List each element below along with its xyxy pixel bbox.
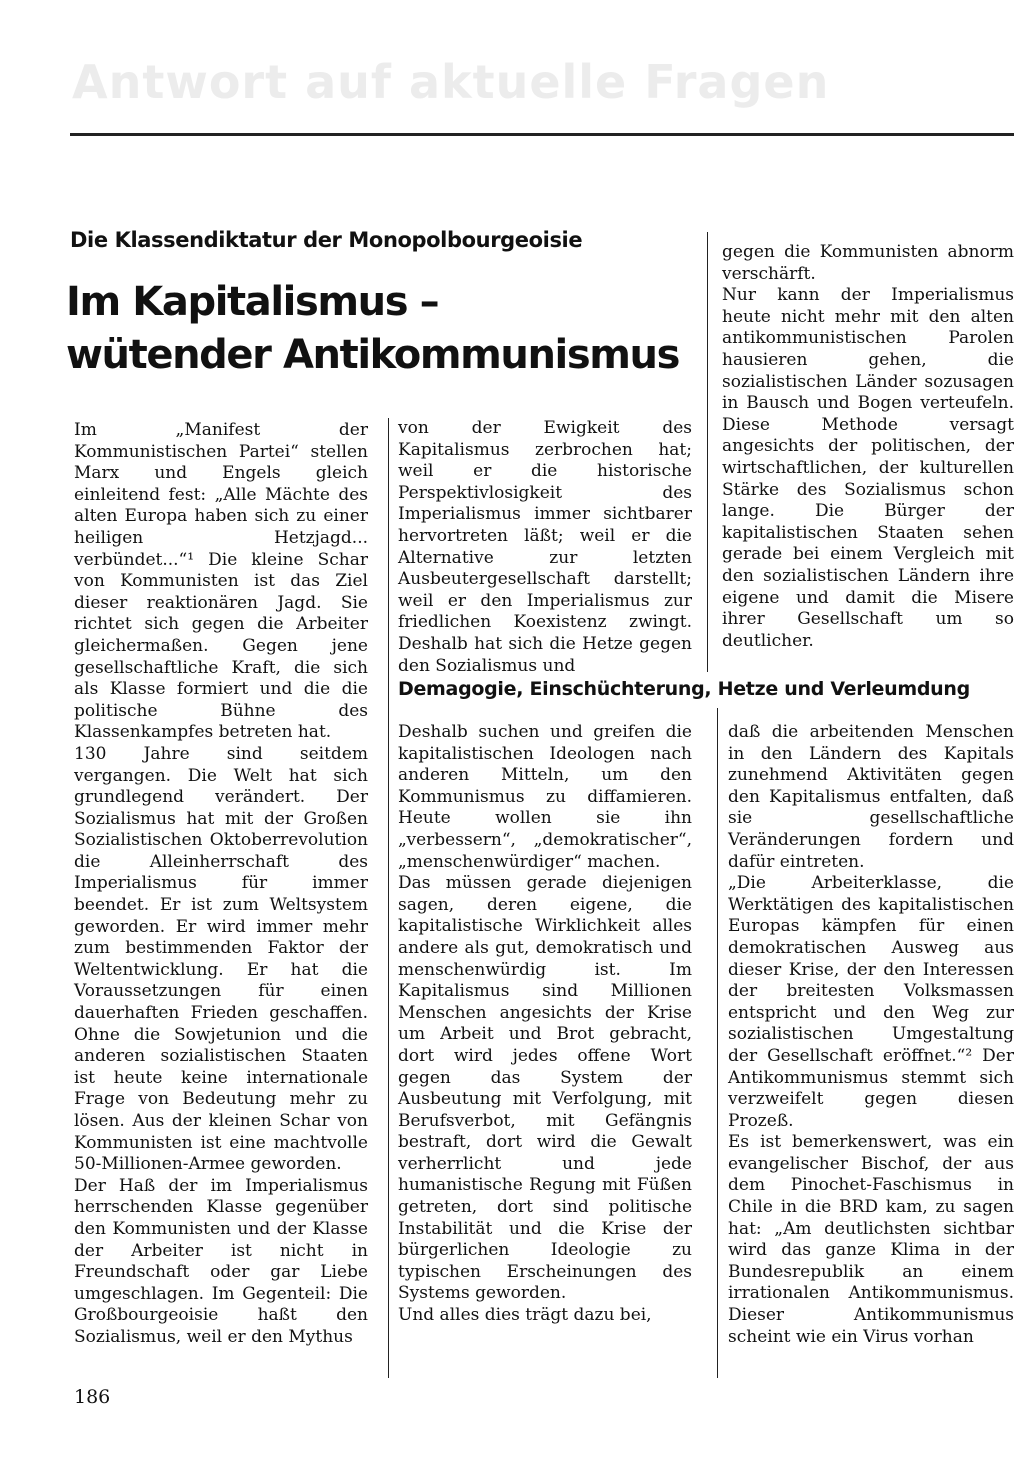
text-column-1: [74, 420, 368, 1349]
paragraph: „Die Arbeiterklasse, die Werktätigen des kapitalistischen Europas kämpfen für einen demokratischen Ausweg aus dieser Krise, der den Interessen der breitesten Volksmassen entspricht und den Weg zur sozialistischen Umgestaltung der Gesellschaft eröffnet.“² Der Antikommunismus stemmt sich verzweifelt gegen diesen Prozeß.: [728, 873, 1014, 1131]
column-divider: [717, 708, 718, 1378]
paragraph: gegen die Kommunisten abnorm verschärft.: [722, 242, 1014, 284]
paragraph: von der Ewigkeit des Kapitalismus zerbrochen hat; weil er die historische Perspektivlosigkeit des Imperialismus immer sichtbarer hervortreten läßt; weil er die Alternative zur letzten Ausbeutergesellschaft darstellt; weil er den Imperialismus zur friedlichen Koexistenz zwingt. Deshalb hat sich die Hetze gegen den Sozialismus und: [398, 418, 692, 676]
page-number: 186: [74, 1386, 111, 1408]
paragraph: Deshalb suchen und greifen die kapitalistischen Ideologen nach anderen Mitteln, um den Kommunismus zu diffamieren. Heute wollen sie ihn „verbessern“, „demokratischer“, „menschenwürdiger“ machen.: [398, 722, 692, 872]
paragraph: Das müssen gerade diejenigen sagen, deren eigene, die kapitalistische Wirklichkeit alles andere als gut, demokratisch und menschenwürdig ist. Im Kapitalismus sind Millionen Menschen angesichts der Krise um Arbeit und Brot gebracht, dort wird jedes offene Wort gegen das System der Ausbeutung mit Verfolgung, mit Berufsverbot, mit Gefängnis bestraft, dort wird die Gewalt verherrlicht und jede humanistische Regung mit Füßen getreten, dort sind politische Instabilität und die Krise der bürgerlichen Ideologie zu typischen Erscheinungen des Systems geworden.: [398, 873, 692, 1304]
text-column-5: [728, 722, 1014, 1348]
paragraph: Nur kann der Imperialismus heute nicht mehr mit den alten antikommunistischen Parolen hausieren gehen, die sozialistischen Länder sozusagen in Bausch und Bogen verteufeln. Diese Methode versagt angesichts der politischen, der wirtschaftlichen, der kulturellen Stärke des Sozialismus schon lange. Die Bürger der kapitalistischen Staaten sehen gerade bei einem Vergleich mit den sozialistischen Ländern ihre eigene und damit die Misere ihrer Gesellschaft um so deutlicher.: [722, 285, 1014, 651]
column-divider: [388, 418, 389, 1378]
paragraph: Es ist bemerkenswert, was ein evangelischer Bischof, der aus dem Pinochet-Faschismus in Chile in die BRD kam, zu sagen hat: „Am deutlichsten sichtbar wird das ganze Klima in der Bundesrepublik an einem irrationalen Antikommunismus. Dieser Antikommunismus scheint wie ein Virus vorhan: [728, 1132, 1014, 1347]
section-subhead: Demagogie, Einschüchterung, Hetze und Verleumdung: [398, 678, 970, 700]
paragraph: Und alles dies trägt dazu bei,: [398, 1305, 652, 1326]
paragraph: Im „Manifest der Kommunistischen Partei“ stellen Marx und Engels gleich einleitend fest: „Alle Mächte des alten Europa haben sich zu einer heiligen Hetzjagd... verbündet...“¹ Die kleine Schar von Kommunisten ist das Ziel dieser reaktionären Jagd. Sie richtet sich gegen die Arbeiter gleichermaßen. Gegen jene gesellschaftliche Kraft, die sich als Klasse formiert und die die politische Bühne des Klassenkampfes betreten hat.: [74, 420, 368, 743]
headline-line-1: Im Kapitalismus –: [66, 279, 439, 325]
text-column-2: [398, 418, 692, 677]
column-divider: [707, 232, 708, 672]
paragraph: daß die arbeitenden Menschen in den Ländern des Kapitals zunehmend Aktivitäten gegen den Kapitalismus entfalten, daß sie gesellschaftliche Veränderungen fordern und dafür eintreten.: [728, 722, 1014, 872]
text-column-4: [398, 722, 692, 1327]
paragraph: Der Haß der im Imperialismus herrschenden Klasse gegenüber den Kommunisten und der Klasse der Arbeiter ist nicht in Freundschaft oder gar Liebe umgeschlagen. Im Gegenteil: Die Großbourgeoisie haßt den Sozialismus, weil er den Mythus: [74, 1175, 368, 1347]
section-title: Antwort auf aktuelle Fragen: [72, 55, 830, 109]
article-kicker: Die Klassendiktatur der Monopolbourgeoisie: [70, 228, 583, 252]
text-column-3: [722, 242, 1014, 652]
article-headline: [66, 276, 679, 382]
header-rule: [70, 133, 1014, 136]
headline-line-2: wütender Antikommunismus: [66, 332, 680, 378]
paragraph: 130 Jahre sind seitdem vergangen. Die Welt hat sich grundlegend verändert. Der Sozialismus hat mit der Großen Sozialistischen Oktoberrevolution die Alleinherrschaft des Imperialismus für immer beendet. Er ist zum Weltsystem geworden. Er wird immer mehr zum bestimmenden Faktor der Weltentwicklung. Er hat die Voraussetzungen für einen dauerhaften Frieden geschaffen. Ohne die Sowjetunion und die anderen sozialistischen Staaten ist heute keine internationale Frage von Bedeutung mehr zu lösen. Aus der kleinen Schar von Kommunisten ist eine machtvolle 50-Millionen-Armee geworden.: [74, 743, 368, 1175]
